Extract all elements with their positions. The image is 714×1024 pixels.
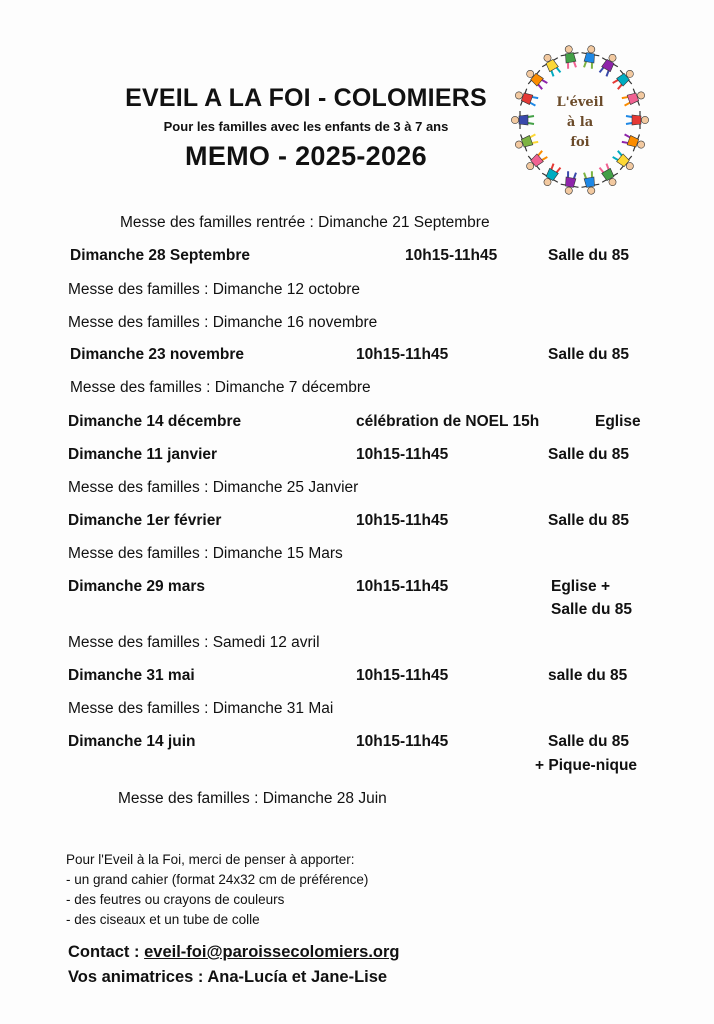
schedule-mass: Messe des familles : Dimanche 7 décembre (70, 379, 371, 396)
logo-child-figure (620, 130, 647, 155)
memo-year-title: MEMO - 2025-2026 (185, 141, 427, 171)
schedule-mass-rentree: Messe des familles rentrée : Dimanche 21 Septembre (120, 214, 490, 231)
logo-child-figure (595, 50, 622, 79)
logo-child-figure (522, 147, 551, 175)
schedule-time: 10h15-11h45 (356, 512, 449, 529)
logo-child-figure (579, 170, 601, 195)
logo-child-figure (579, 44, 601, 69)
schedule-time: 10h15-11h45 (356, 446, 449, 463)
eveil-a-la-foi-logo (505, 32, 655, 208)
schedule-place: Salle du 85 (548, 346, 629, 363)
schedule-time: célébration de NOEL 15h (356, 413, 540, 430)
logo-child-figure (522, 65, 551, 93)
logo-child-figure (511, 111, 534, 129)
logo-child-figure (538, 50, 565, 79)
logo-child-figure (609, 147, 638, 175)
contact-line (68, 943, 400, 962)
schedule-time: 10h15-11h45 (356, 578, 449, 595)
logo-child-figure (609, 65, 638, 93)
schedule-mass: Messe des familles : Dimanche 16 novembre (68, 314, 378, 331)
logo-child-figure (559, 170, 581, 195)
schedule-date: Dimanche 29 mars (68, 578, 205, 595)
schedule-place: Eglise (595, 413, 641, 430)
logo-child-figure (559, 44, 581, 69)
logo-child-figure (620, 86, 647, 111)
schedule-mass: Messe des familles : Dimanche 28 Juin (118, 790, 387, 807)
supplies-item: - un grand cahier (format 24x32 cm de préférence) (66, 872, 369, 887)
schedule-time: 10h15-11h45 (356, 667, 449, 684)
schedule-date: Dimanche 14 juin (68, 733, 196, 750)
schedule-time: 10h15-11h45 (356, 733, 449, 750)
schedule-mass: Messe des familles : Dimanche 31 Mai (68, 700, 334, 717)
schedule-time: 10h15-11h45 (405, 247, 498, 264)
animatrices-line: Vos animatrices : Ana-Lucía et Jane-Lise (68, 968, 388, 986)
logo-child-figure (512, 130, 539, 155)
schedule-place: Salle du 85 (548, 247, 629, 264)
supplies-item: - des feutres ou crayons de couleurs (66, 892, 285, 907)
schedule-place: Salle du 85 (548, 733, 629, 750)
logo-text-line2: à la (566, 115, 594, 130)
logo-child-figure (626, 111, 649, 129)
schedule-date: Dimanche 28 Septembre (70, 247, 251, 264)
schedule-mass: Messe des familles : Dimanche 25 Janvier (68, 479, 359, 496)
logo-child-figure (595, 161, 622, 190)
schedule-place-second-line: Salle du 85 (551, 601, 632, 618)
schedule-mass: Messe des familles : Dimanche 12 octobre (68, 281, 361, 298)
schedule-date: Dimanche 31 mai (68, 667, 195, 684)
page-title: EVEIL A LA FOI - COLOMIERS (125, 84, 487, 112)
page-subtitle: Pour les familles avec les enfants de 3 à 7 ans (163, 119, 449, 134)
logo-child-figure (538, 161, 565, 190)
logo-child-figure (512, 86, 539, 111)
schedule-date: Dimanche 11 janvier (68, 446, 218, 463)
schedule-time: 10h15-11h45 (356, 346, 449, 363)
supplies-list (66, 850, 368, 930)
contact-email-link[interactable]: eveil-foi@paroissecolomiers.org (144, 943, 400, 961)
schedule-mass: Messe des familles : Dimanche 15 Mars (68, 545, 343, 562)
supplies-item: - des ciseaux et un tube de colle (66, 912, 260, 927)
schedule-place: salle du 85 (548, 667, 628, 684)
logo-text-line1: L'éveil (556, 95, 604, 110)
schedule-date: Dimanche 1er février (68, 512, 222, 529)
schedule-place: Salle du 85 (548, 446, 629, 463)
supplies-intro: Pour l'Eveil à la Foi, merci de penser à apporter: (66, 852, 355, 867)
schedule-place: Salle du 85 (548, 512, 629, 529)
schedule-mass: Messe des familles : Samedi 12 avril (68, 634, 320, 651)
schedule-date: Dimanche 14 décembre (68, 413, 242, 430)
logo-text-line3: foi (570, 135, 590, 150)
schedule-date: Dimanche 23 novembre (70, 346, 245, 363)
schedule-place-second-line: + Pique-nique (535, 757, 638, 774)
contact-label: Contact : (68, 943, 145, 961)
schedule-place: Eglise + (551, 578, 611, 595)
